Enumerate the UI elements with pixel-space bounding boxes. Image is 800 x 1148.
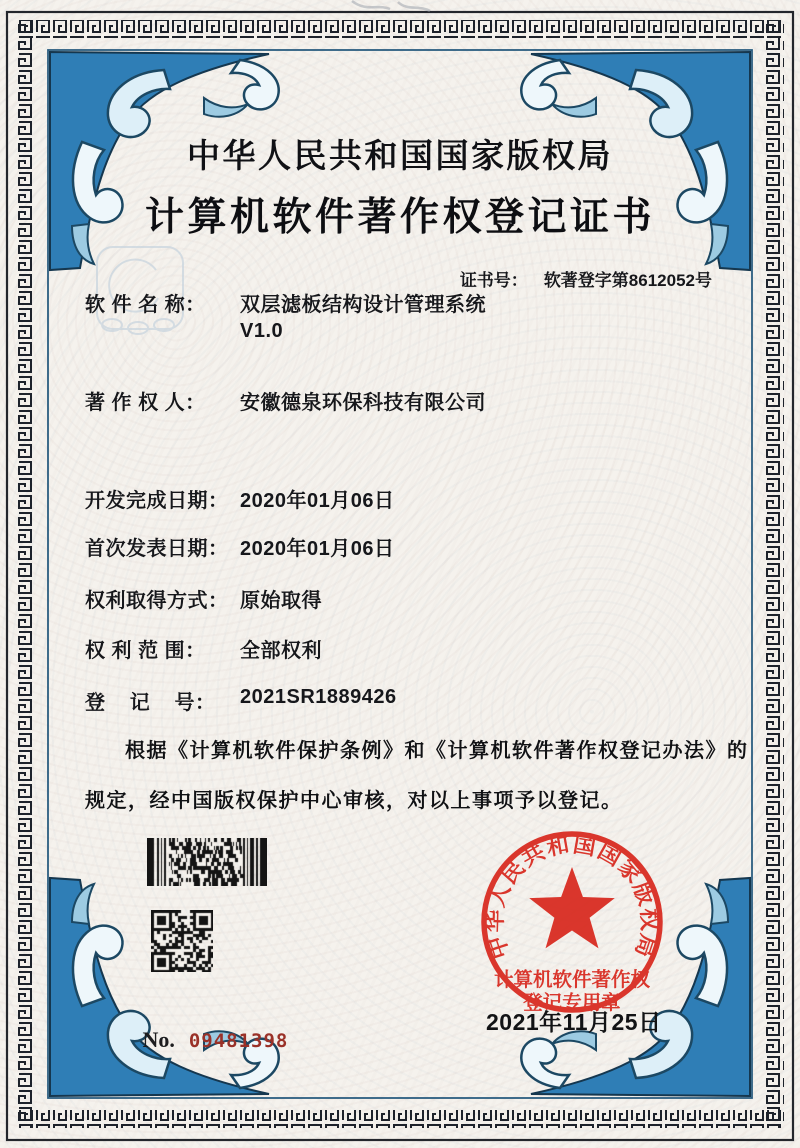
field-label-copyright-owner: 著 作 权 人：: [85, 392, 206, 414]
field-value-software-version: V1.0: [240, 320, 284, 342]
outer-frame-line: [7, 12, 793, 1140]
field-value-copyright-owner: 安徽德泉环保科技有限公司: [240, 392, 486, 414]
field-label-dev-complete-date: 开发完成日期：: [85, 490, 229, 512]
field-value-first-publish-date: 2020年01月06日: [240, 538, 395, 560]
certificate-number-value: 软著登字第8612052号: [543, 271, 712, 290]
authority-title: 中华人民共和国国家版权局: [187, 139, 613, 175]
official-seal: [482, 831, 664, 1014]
seal-caption-line1: 计算机软件著作权: [493, 970, 651, 991]
serial-number: 09481398: [188, 1030, 289, 1052]
field-label-rights-acquisition: 权利取得方式：: [85, 590, 229, 612]
field-value-registration-number: 2021SR1889426: [240, 686, 397, 708]
statement-line1: 根据《计算机软件保护条例》和《计算机软件著作权登记办法》的: [125, 740, 749, 762]
field-label-rights-scope: 权 利 范 围：: [85, 640, 206, 662]
seal-ring-text: 中华人民共和国国家版权局: [481, 831, 663, 962]
seal-caption-line2: 登记专用章: [523, 993, 621, 1014]
field-value-rights-scope: 全部权利: [240, 640, 322, 662]
serial-label: No.: [142, 1027, 175, 1052]
issue-date: 2021年11月25日: [486, 1009, 662, 1035]
red-star-icon: [529, 867, 615, 948]
field-label-first-publish-date: 首次发表日期：: [85, 538, 229, 560]
qr-code: [151, 910, 213, 972]
field-value-dev-complete-date: 2020年01月06日: [240, 490, 395, 512]
field-label-registration-number: 登 记 号：: [85, 692, 216, 714]
certificate-number-label: 证书号：: [459, 271, 528, 290]
serial-number-line: [118, 1001, 288, 1079]
field-value-rights-acquisition: 原始取得: [240, 590, 322, 612]
pdf417-barcode: [147, 838, 267, 886]
field-label-software-name: 软 件 名 称：: [85, 294, 206, 316]
statement-line2: 规定，经中国版权保护中心审核，对以上事项予以登记。: [85, 790, 623, 812]
pencil-marks: [352, 1, 430, 11]
field-value-software-name: 双层滤板结构设计管理系统: [240, 294, 486, 316]
certificate-title: 计算机软件著作权登记证书: [144, 196, 655, 239]
